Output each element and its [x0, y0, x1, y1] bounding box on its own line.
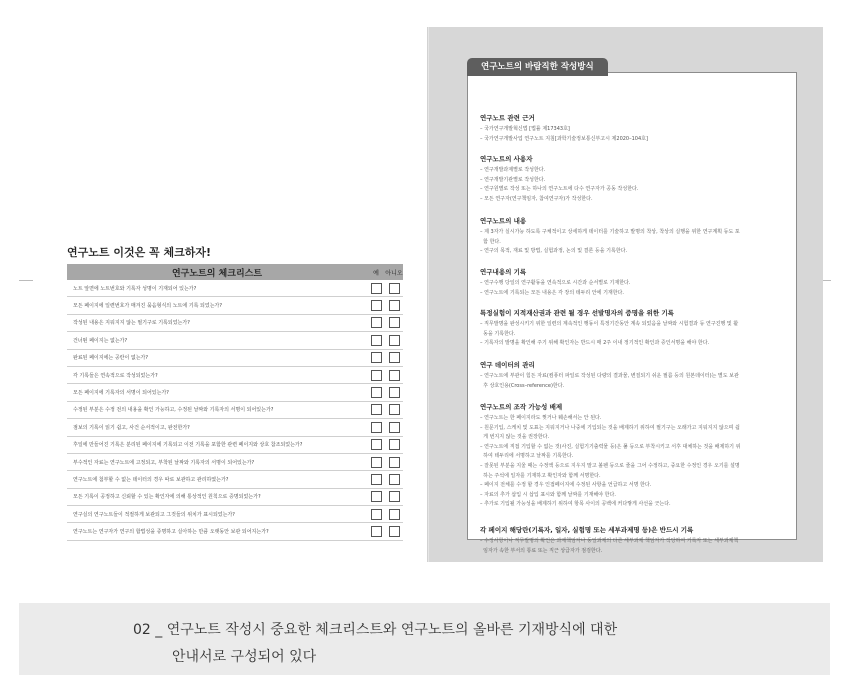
checkbox-no[interactable]: [389, 422, 400, 433]
checklist-row: [67, 523, 403, 540]
guide-section-title: 각 페이지 해당란(기록자, 일자, 실험명 또는 세부과제명 등)은 반드시 기록: [480, 526, 694, 534]
checkbox-cell-no: [385, 491, 403, 502]
checkbox-yes[interactable]: [371, 370, 382, 381]
checklist-row: [67, 350, 403, 367]
checkbox-cell-no: [385, 335, 403, 346]
guide-tab-title: 연구노트의 바람직한 작성방식: [467, 58, 608, 76]
guide-section: [480, 154, 790, 204]
guide-section-title: 특정실험이 지적재산권과 관련 될 경우 선발명자의 증명을 위한 기록: [480, 309, 674, 317]
guide-section-line: – 추가로 기입될 가능성을 배제하기 위하여 항목 사이의 공백에 커다랗게 사선을 긋는다.: [480, 501, 671, 508]
guide-section-line: – 모든 연구자(연구책임자, 참여연구자)가 작성한다.: [480, 195, 593, 202]
caption-line-1: 02 _ 연구노트 작성시 중요한 체크리스트와 연구노트의 올바른 기재방식에 대한: [133, 622, 618, 638]
guide-section-line: – 직무발명을 완성시키기 위한 일련의 계속적인 행동이 특정기간동안 계속 되었음을 날짜와 시험결과 등 연구진행 및 활: [480, 321, 739, 327]
checklist-row: [67, 297, 403, 314]
checkbox-cell-yes: [367, 491, 385, 502]
checkbox-yes[interactable]: [371, 404, 382, 415]
guide-section-line: 동을 기록한다.: [480, 330, 516, 337]
checklist-row: [67, 402, 403, 419]
header-yes: 예: [373, 269, 379, 277]
guide-section-line: – 연구노트에 부관이 힘든 자료(컴퓨터 파일로 작성된 다량의 결과물, 변질되기 쉬운 필름 등의 원본데이터)는 별도 보관: [480, 373, 739, 379]
guide-section-line: – 연구개발기관별로 작성한다.: [480, 176, 546, 183]
checklist-row: [67, 437, 403, 454]
guide-section-title: 연구노트 관련 근거: [480, 114, 535, 122]
checkbox-cell-yes: [367, 370, 385, 381]
checkbox-no[interactable]: [389, 300, 400, 311]
checklist-question: 부수적인 자료는 연구노트에 고정되고, 부착된 날짜와 기록자의 서명이 되어있는가?: [73, 459, 255, 466]
guide-section: [480, 216, 790, 257]
checklist-question: 모든 페이지에 기록자의 서명이 되어있는가?: [73, 390, 169, 397]
checkbox-cell-yes: [367, 457, 385, 468]
checklist-question: 작성된 내용은 지워지지 않는 필기구로 기록되었는가?: [73, 320, 190, 327]
guide-section: [480, 113, 790, 144]
caption-line-2: 안내서로 구성되어 있다: [172, 649, 317, 665]
guide-section-line: 게 번지지 않는 것을 권장한다.: [480, 434, 550, 441]
guide-section-line: – 기록자의 발명을 확인해 주기 위해 확인자는 반드시 매 2주 이내 정기적인 확인과 증인서명을 해야 한다.: [480, 340, 710, 347]
checkbox-no[interactable]: [389, 370, 400, 381]
guide-section-line: – 연구의 목적, 재료 및 방법, 실험과정, 논의 및 결론 등을 기록한다.: [480, 248, 628, 255]
checkbox-yes[interactable]: [371, 474, 382, 485]
right-page: [429, 27, 823, 562]
guide-section-title: 연구 데이터의 관리: [480, 361, 535, 369]
guide-section-line: – 원문기입, 스케치 및 도표는 지워지거나 나중에 기입되는 것을 배제하기 위하여 필기구는 오래가고 지워지지 않으며 쉽: [480, 424, 740, 431]
checkbox-no[interactable]: [389, 387, 400, 398]
guide-section-line: – 자료의 추가 삽입 시 삽입 표시와 함께 날짜를 기재해야 한다.: [480, 491, 616, 498]
checkbox-yes[interactable]: [371, 352, 382, 363]
checkbox-no[interactable]: [389, 404, 400, 415]
checklist-title: 연구노트 이것은 꼭 체크하자!: [67, 246, 212, 259]
checkbox-no[interactable]: [389, 526, 400, 537]
guide-section-line: 하는 주석에 일자를 기재하고 확인자와 함께 서명한다.: [480, 472, 601, 479]
checkbox-cell-yes: [367, 335, 385, 346]
checkbox-cell-yes: [367, 422, 385, 433]
checkbox-cell-no: [385, 370, 403, 381]
checkbox-yes[interactable]: [371, 439, 382, 450]
checklist-question: 모든 기록이 공정하고 신뢰할 수 있는 확인자에 의해 통상적인 원칙으로 증명되었는가?: [73, 494, 261, 501]
checklist-question: 점보의 기록이 읽기 쉽고, 사건 순서적이고, 완전한가?: [73, 424, 190, 431]
checkbox-cell-yes: [367, 300, 385, 311]
checklist-question: 건너뛴 페이지는 없는가?: [73, 337, 128, 344]
checkbox-cell-no: [385, 526, 403, 537]
checkbox-cell-yes: [367, 439, 385, 450]
checkbox-cell-no: [385, 474, 403, 485]
book-spread: [33, 27, 823, 562]
checkbox-cell-no: [385, 457, 403, 468]
checklist-row: [67, 367, 403, 384]
checkbox-no[interactable]: [389, 457, 400, 468]
checklist-row: [67, 280, 403, 297]
guide-section-line: 하여 테두리에 서명하고 날짜를 기록한다.: [480, 453, 574, 460]
checkbox-yes[interactable]: [371, 526, 382, 537]
checklist-row: [67, 315, 403, 332]
guide-section: [480, 308, 790, 349]
caption-bar: [19, 603, 830, 675]
checkbox-cell-yes: [367, 283, 385, 294]
checklist-question: 각 기록들은 연속적으로 작성되었는가?: [73, 372, 158, 379]
checkbox-no[interactable]: [389, 491, 400, 502]
checklist-question: 연구노트는 연구자가 연구의 합법성을 증명하고 실아하는 만큼 오랫동안 보관 되어지는가?: [73, 529, 269, 536]
checklist-row: [67, 454, 403, 471]
guide-section-title: 연구노트의 조작 가능성 배제: [480, 403, 563, 411]
checkbox-yes[interactable]: [371, 317, 382, 328]
checklist-table: [67, 264, 403, 541]
guide-section-line: – 페이지 전체를 수정 할 경우 인접페이지에 수정된 사항을 언급하고 서명 한다.: [480, 482, 652, 489]
checkbox-cell-no: [385, 404, 403, 415]
guide-section: [480, 267, 790, 298]
guide-section: [480, 402, 790, 510]
checkbox-yes[interactable]: [371, 509, 382, 520]
checkbox-yes[interactable]: [371, 491, 382, 502]
checklist-question: 모든 페이지에 일련번호가 매겨진 묶음형식의 노트에 기록 되었는가?: [73, 303, 223, 310]
guide-section: [480, 525, 790, 556]
checkbox-cell-no: [385, 283, 403, 294]
checkbox-no[interactable]: [389, 283, 400, 294]
checkbox-no[interactable]: [389, 439, 400, 450]
checkbox-yes[interactable]: [371, 387, 382, 398]
checkbox-no[interactable]: [389, 317, 400, 328]
checkbox-yes[interactable]: [371, 335, 382, 346]
guide-section-line: – 연구노트에 직접 기입할 수 없는 것(사진, 실험기기출력물 등)은 풀 등으로 부착시키고 서후 대체하는 것을 배제하기 위: [480, 443, 741, 450]
checklist-row: [67, 471, 403, 488]
guide-section-line: – 연구노트는 한 페이지라도 찢거나 훼손해서는 안 된다.: [480, 415, 602, 421]
checklist-question: 노트 앞면에 노트번호와 기록자 성명이 기재되어 있는가?: [73, 285, 197, 292]
guide-section-title: 연구노트의 내용: [480, 217, 527, 225]
guide-section-line: – 수정사항이나 직무발명의 확인은 과제책임자나 동일과제의 다른 세부과제 책임자가 작당하여 기록자 또는 세부과제책: [480, 538, 739, 544]
checklist-question: 연구노트에 첨부할 수 없는 데이터의 경우 따로 보관하고 관리하였는가?: [73, 476, 229, 483]
checkbox-cell-no: [385, 509, 403, 520]
checkbox-no[interactable]: [389, 474, 400, 485]
guide-section-line: – 제 3자가 실시가능 하도록 구체적이고 상세하게 데이터를 기술하고 발명의 착상, 착상의 실행을 위한 연구계획 등도 포: [480, 229, 740, 235]
checklist-row: [67, 332, 403, 349]
left-page: [33, 27, 429, 562]
checklist-question: 후일에 만들어진 기록은 분리된 페이지에 기록되고 이전 기록을 포함한 관련 페이지와 상호 참조되었는가?: [73, 442, 303, 449]
checklist-question: 수정된 부분은 수정 전의 내용을 확인 가능하고, 수정된 날짜와 기록자의 서명이 되어있는가?: [73, 407, 274, 414]
guide-section-line: – 국가연구개발혁신법 [법률 제17343호]: [480, 126, 570, 132]
guide-section: [480, 360, 790, 391]
guide-section-line: – 연구수행 당일의 연구활동을 연속적으로 시간과 순서별로 기재한다.: [480, 280, 631, 286]
checkbox-yes[interactable]: [371, 457, 382, 468]
checkbox-cell-yes: [367, 317, 385, 328]
checkbox-yes[interactable]: [371, 283, 382, 294]
checkbox-yes[interactable]: [371, 300, 382, 311]
guide-section-line: 함 한다.: [480, 238, 501, 245]
checkbox-cell-no: [385, 422, 403, 433]
guide-section-title: 연구노트의 사용자: [480, 155, 533, 163]
guide-section-line: 임자가 속한 부서의 통료 또는 직근 상급자가 점검한다.: [480, 547, 603, 554]
edge-tick-left: [19, 280, 33, 281]
checkbox-cell-no: [385, 352, 403, 363]
checkbox-cell-no: [385, 439, 403, 450]
header-no: 아니오: [385, 269, 403, 277]
checkbox-no[interactable]: [389, 335, 400, 346]
checkbox-cell-yes: [367, 474, 385, 485]
checkbox-cell-no: [385, 387, 403, 398]
checkbox-no[interactable]: [389, 352, 400, 363]
checkbox-cell-yes: [367, 387, 385, 398]
checkbox-yes[interactable]: [371, 422, 382, 433]
guide-section-line: – 잘못된 부분을 지울 때는 수정액 등으로 지우지 말고 볼펜 등으로 줄을 그어 수정하고, 중요한 수정인 경우 오기를 설명: [480, 462, 740, 469]
checklist-question: 연구실의 연구노트들이 적절하게 보관되고 그것들의 위치가 표시되었는가?: [73, 511, 235, 518]
guide-section-line: – 연구원별로 작성 또는 하나의 연구노트에 다수 연구자가 공동 작성한다.: [480, 186, 639, 193]
checkbox-cell-no: [385, 300, 403, 311]
checkbox-no[interactable]: [389, 509, 400, 520]
checkbox-cell-no: [385, 317, 403, 328]
checklist-row: [67, 384, 403, 401]
guide-section-line: – 연구개발과제별로 작성한다.: [480, 167, 546, 173]
guide-section-line: 후 상호인용(Cross–reference)한다.: [480, 382, 565, 389]
checkbox-cell-yes: [367, 509, 385, 520]
checkbox-cell-yes: [367, 526, 385, 537]
checklist-row: [67, 419, 403, 436]
checklist-rows: [67, 280, 403, 541]
checkbox-cell-yes: [367, 404, 385, 415]
guide-section-line: – 연구노트에 기록되는 모든 내용은 각 장의 테두리 안에 기재한다.: [480, 289, 624, 296]
checklist-question: 완료된 페이지에는 공란이 없는가?: [73, 355, 149, 362]
checklist-header: [67, 264, 403, 280]
guide-card: [467, 62, 797, 554]
guide-section-title: 연구내용의 기록: [480, 268, 527, 276]
checkbox-cell-yes: [367, 352, 385, 363]
checklist-row: [67, 489, 403, 506]
checklist-header-title: 연구노트의 체크리스트: [171, 268, 263, 279]
checklist-row: [67, 506, 403, 523]
guide-section-line: – 국가연구개발사업 연구노트 지침[과학기술정보통신부고시 제2020–104호]: [480, 135, 648, 142]
